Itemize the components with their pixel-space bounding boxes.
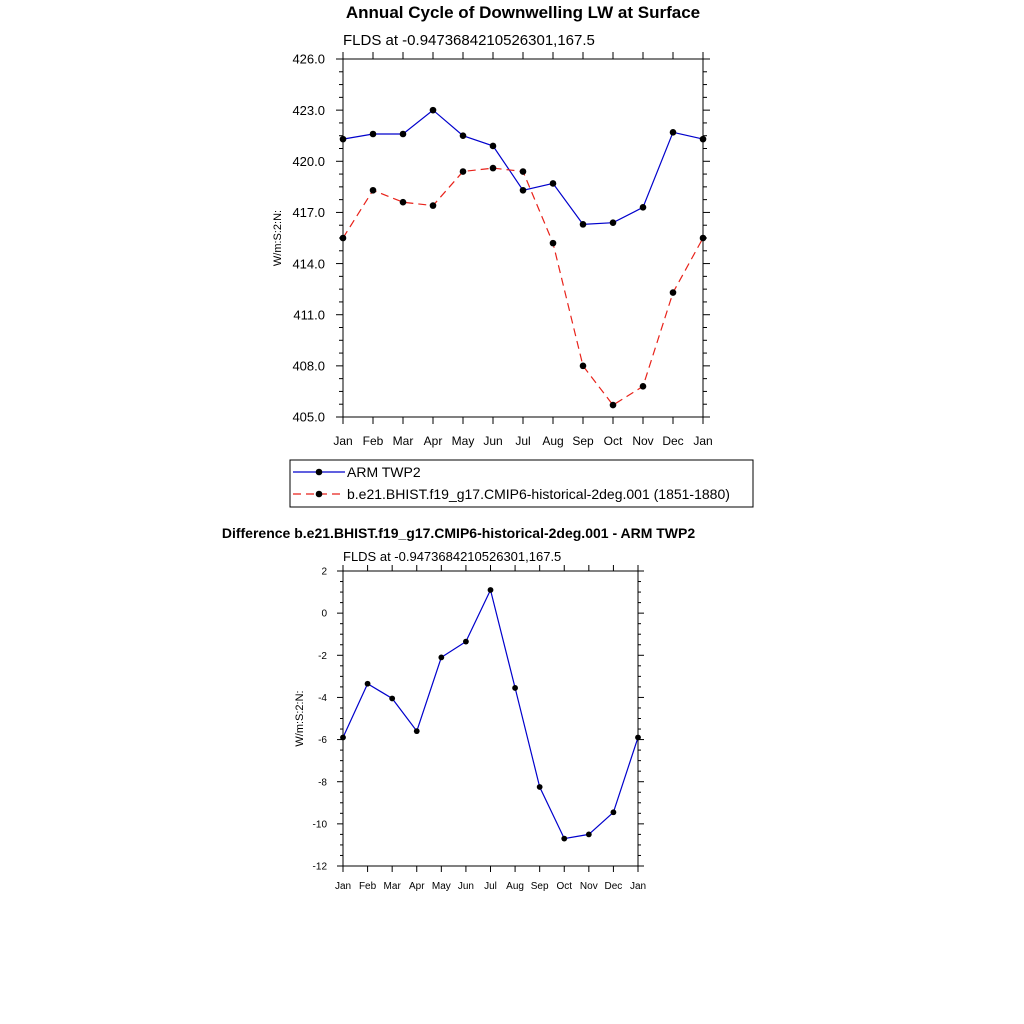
legend-marker-2 bbox=[316, 491, 323, 498]
series-line-1 bbox=[343, 590, 638, 839]
data-point-series-1 bbox=[610, 219, 617, 226]
legend-label-1: ARM TWP2 bbox=[347, 464, 421, 480]
x-tick-label: Jan bbox=[629, 881, 647, 892]
data-point-series-2 bbox=[490, 165, 497, 172]
data-point-series-1 bbox=[561, 836, 567, 842]
x-tick-label: Mar bbox=[383, 881, 401, 892]
chart-2 bbox=[222, 525, 695, 892]
data-point-series-2 bbox=[700, 235, 707, 242]
legend-marker-1 bbox=[316, 469, 323, 476]
chart-title: Annual Cycle of Downwelling LW at Surface bbox=[345, 3, 701, 22]
data-point-series-2 bbox=[370, 187, 377, 194]
series-line-2 bbox=[343, 168, 703, 405]
x-tick-label: Jul bbox=[515, 434, 531, 448]
data-point-series-1 bbox=[537, 784, 543, 790]
y-tick-label: -4 bbox=[318, 693, 327, 705]
y-tick-label: -8 bbox=[318, 777, 327, 789]
x-tick-label: Aug bbox=[542, 434, 564, 448]
data-point-series-2 bbox=[580, 363, 587, 370]
x-tick-label: Jan bbox=[334, 881, 352, 892]
y-tick-label: 423.0 bbox=[292, 102, 325, 118]
chart-title: Difference b.e21.BHIST.f19_g17.CMIP6-historical-2deg.001 - ARM TWP2 bbox=[221, 525, 696, 541]
data-point-series-2 bbox=[430, 202, 437, 209]
y-tick-label: 414.0 bbox=[292, 256, 325, 272]
data-point-series-2 bbox=[460, 168, 467, 175]
x-tick-label: May bbox=[451, 434, 475, 448]
y-tick-label: 411.0 bbox=[293, 307, 325, 323]
data-point-series-2 bbox=[640, 383, 647, 390]
data-point-series-2 bbox=[400, 199, 407, 206]
x-tick-label: Jun bbox=[483, 434, 503, 448]
x-tick-label: Oct bbox=[603, 434, 623, 448]
data-point-series-1 bbox=[340, 136, 347, 143]
x-tick-label: Apr bbox=[423, 434, 443, 448]
data-point-series-1 bbox=[550, 180, 557, 187]
x-tick-label: Jun bbox=[457, 881, 474, 892]
x-tick-label: Sep bbox=[530, 881, 549, 892]
y-tick-label: 0 bbox=[321, 608, 327, 620]
data-point-series-1 bbox=[490, 143, 497, 150]
data-point-series-1 bbox=[488, 587, 494, 593]
y-axis-label: W/m:S:2:N: bbox=[294, 690, 306, 747]
data-point-series-1 bbox=[670, 129, 677, 136]
data-point-series-2 bbox=[340, 235, 347, 242]
data-point-series-1 bbox=[340, 735, 346, 741]
y-tick-label: -12 bbox=[312, 861, 327, 873]
x-tick-label: Mar bbox=[392, 434, 414, 448]
x-tick-label: Sep bbox=[572, 434, 594, 448]
y-axis-label: W/m:S:2:N: bbox=[272, 209, 284, 267]
x-tick-label: Jul bbox=[484, 881, 497, 892]
plot-frame bbox=[343, 571, 638, 866]
y-tick-label: 2 bbox=[321, 566, 327, 578]
data-point-series-1 bbox=[365, 681, 371, 687]
data-point-series-1 bbox=[635, 735, 641, 741]
legend-label-2: b.e21.BHIST.f19_g17.CMIP6-historical-2deg.001 (1851-1880) bbox=[347, 486, 730, 502]
y-tick-label: 408.0 bbox=[292, 358, 325, 374]
chart-1 bbox=[272, 3, 753, 507]
x-tick-label: Feb bbox=[358, 881, 377, 892]
data-point-series-1 bbox=[463, 639, 469, 645]
data-point-series-1 bbox=[700, 136, 707, 143]
chart-subtitle: FLDS at -0.9473684210526301,167.5 bbox=[343, 32, 595, 49]
x-tick-label: Jan bbox=[693, 434, 713, 448]
series-line-1 bbox=[343, 110, 703, 224]
y-tick-label: -10 bbox=[312, 819, 327, 831]
x-tick-label: Jan bbox=[333, 434, 353, 448]
y-tick-label: 426.0 bbox=[292, 51, 325, 67]
chart-subtitle: FLDS at -0.9473684210526301,167.5 bbox=[343, 549, 562, 564]
x-tick-label: Apr bbox=[408, 881, 425, 892]
data-point-series-1 bbox=[586, 831, 592, 837]
data-point-series-1 bbox=[460, 132, 467, 139]
y-tick-label: -2 bbox=[318, 650, 327, 662]
data-point-series-1 bbox=[430, 107, 437, 114]
y-tick-label: 405.0 bbox=[292, 409, 325, 425]
data-point-series-2 bbox=[670, 289, 677, 296]
x-tick-label: Aug bbox=[506, 881, 524, 892]
x-tick-label: May bbox=[431, 881, 451, 892]
y-tick-label: 420.0 bbox=[292, 153, 325, 169]
data-point-series-1 bbox=[611, 809, 617, 815]
data-point-series-2 bbox=[550, 240, 557, 247]
legend bbox=[290, 460, 753, 507]
data-point-series-1 bbox=[389, 696, 395, 702]
data-point-series-1 bbox=[512, 685, 518, 691]
x-tick-label: Oct bbox=[556, 881, 573, 892]
data-point-series-1 bbox=[580, 221, 587, 228]
data-point-series-1 bbox=[520, 187, 527, 194]
data-point-series-2 bbox=[520, 168, 527, 175]
y-tick-label: 417.0 bbox=[292, 205, 325, 221]
x-tick-label: Nov bbox=[632, 434, 654, 448]
data-point-series-1 bbox=[640, 204, 647, 211]
x-tick-label: Dec bbox=[662, 434, 684, 448]
y-tick-label: -6 bbox=[318, 735, 327, 747]
x-tick-label: Dec bbox=[604, 881, 623, 892]
data-point-series-1 bbox=[400, 131, 407, 138]
data-point-series-1 bbox=[438, 654, 444, 660]
x-tick-label: Feb bbox=[362, 434, 384, 448]
data-point-series-1 bbox=[370, 131, 377, 138]
x-tick-label: Nov bbox=[579, 881, 598, 892]
data-point-series-2 bbox=[610, 402, 617, 409]
data-point-series-1 bbox=[414, 728, 420, 734]
plot-frame bbox=[343, 59, 703, 417]
